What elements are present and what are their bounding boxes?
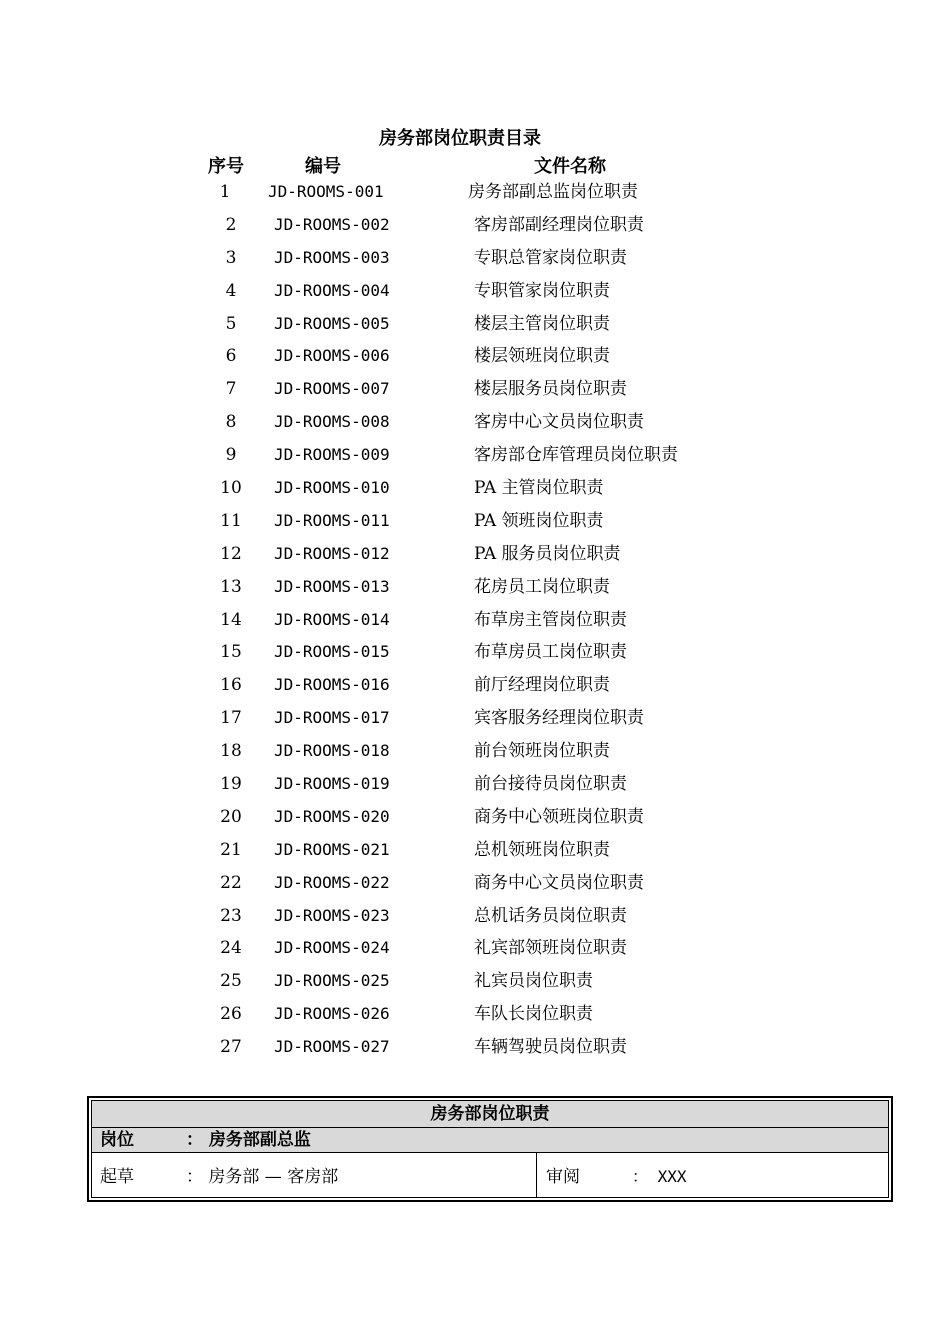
- row-name: 礼宾部领班岗位职责: [474, 938, 627, 959]
- directory-title: 房务部岗位职责目录: [379, 128, 541, 149]
- list-item: [0, 735, 950, 768]
- row-name: 商务中心文员岗位职责: [474, 872, 644, 893]
- row-code: JD-ROOMS-024: [274, 938, 390, 958]
- row-name: PA 服务员岗位职责: [474, 543, 621, 564]
- row-num: 7: [225, 379, 237, 400]
- row-name: 楼层领班岗位职责: [474, 346, 610, 367]
- row-code: JD-ROOMS-025: [274, 971, 390, 991]
- row-name: 总机领班岗位职责: [474, 839, 610, 860]
- list-item: [0, 604, 950, 637]
- row-code: JD-ROOMS-004: [274, 280, 390, 300]
- row-name: 专职管家岗位职责: [474, 280, 610, 301]
- row-num: 18: [220, 741, 242, 762]
- list-item: [0, 571, 950, 604]
- header-num: 序号: [208, 156, 244, 177]
- row-name: 客房中心文员岗位职责: [474, 412, 644, 433]
- list-item: [0, 801, 950, 834]
- row-code: JD-ROOMS-001: [268, 182, 384, 201]
- list-item: [0, 538, 950, 571]
- row-num: 21: [220, 839, 242, 860]
- row-num: 9: [225, 445, 237, 466]
- row-code: JD-ROOMS-007: [274, 379, 390, 399]
- draft-cell: [92, 1153, 537, 1197]
- row-code: JD-ROOMS-005: [274, 313, 390, 333]
- row-num: 23: [220, 905, 242, 926]
- draft-review-row: [92, 1153, 888, 1197]
- list-item: [0, 702, 950, 735]
- row-name: 布草房主管岗位职责: [474, 609, 627, 630]
- row-code: JD-ROOMS-022: [274, 872, 390, 892]
- row-code: JD-ROOMS-017: [274, 708, 390, 728]
- row-num: 25: [220, 971, 242, 992]
- list-item: [0, 932, 950, 965]
- directory-list: [0, 176, 950, 1064]
- row-code: JD-ROOMS-009: [274, 445, 390, 465]
- row-num: 13: [220, 576, 242, 597]
- list-item: [0, 669, 950, 702]
- row-num: 19: [220, 774, 242, 795]
- row-num: 26: [220, 1004, 242, 1025]
- form-header: 房务部岗位职责: [92, 1101, 888, 1128]
- row-num: 2: [225, 214, 237, 235]
- row-code: JD-ROOMS-003: [274, 247, 390, 267]
- row-name: 布草房员工岗位职责: [474, 642, 627, 663]
- draft-label: 起草: [100, 1167, 134, 1187]
- row-num: 14: [220, 609, 242, 630]
- row-name: 礼宾员岗位职责: [474, 971, 593, 992]
- list-item: [0, 373, 950, 406]
- row-num: 6: [225, 346, 237, 367]
- row-name: 总机话务员岗位职责: [474, 905, 627, 926]
- row-code: JD-ROOMS-006: [274, 346, 390, 366]
- row-num: 16: [220, 675, 242, 696]
- list-item: [0, 900, 950, 933]
- row-num: 22: [220, 872, 242, 893]
- row-code: JD-ROOMS-023: [274, 905, 390, 925]
- row-code: JD-ROOMS-020: [274, 806, 390, 826]
- row-num: 17: [220, 708, 242, 729]
- row-name: 专职总管家岗位职责: [474, 247, 627, 268]
- row-code: JD-ROOMS-002: [274, 214, 390, 234]
- row-num: 24: [220, 938, 242, 959]
- list-item: [0, 176, 950, 209]
- row-num: 10: [220, 478, 242, 499]
- list-item: [0, 1031, 950, 1064]
- row-name: 前台接待员岗位职责: [474, 774, 627, 795]
- row-name: PA 主管岗位职责: [474, 478, 604, 499]
- list-item: [0, 998, 950, 1031]
- header-code: 编号: [305, 156, 341, 177]
- list-item: [0, 308, 950, 341]
- row-name: 客房部仓库管理员岗位职责: [474, 445, 678, 466]
- row-name: 客房部副经理岗位职责: [474, 214, 644, 235]
- review-label: 审阅: [546, 1167, 580, 1187]
- row-num: 3: [225, 247, 237, 268]
- row-name: 花房员工岗位职责: [474, 576, 610, 597]
- row-num: 5: [225, 313, 237, 334]
- row-name: 前厅经理岗位职责: [474, 675, 610, 696]
- review-cell: [537, 1153, 888, 1197]
- row-code: JD-ROOMS-027: [274, 1037, 390, 1057]
- list-item: [0, 965, 950, 998]
- row-code: JD-ROOMS-013: [274, 576, 390, 596]
- header-name: 文件名称: [534, 156, 606, 177]
- row-num: 27: [220, 1037, 242, 1058]
- row-code: JD-ROOMS-016: [274, 675, 390, 695]
- row-name: 楼层服务员岗位职责: [474, 379, 627, 400]
- row-code: JD-ROOMS-015: [274, 642, 390, 662]
- post-label: 岗位: [100, 1130, 134, 1150]
- row-name: 车辆驾驶员岗位职责: [474, 1037, 627, 1058]
- row-num: 11: [220, 510, 242, 531]
- row-code: JD-ROOMS-008: [274, 412, 390, 432]
- list-item: [0, 472, 950, 505]
- row-code: JD-ROOMS-010: [274, 478, 390, 498]
- row-code: JD-ROOMS-012: [274, 543, 390, 563]
- list-item: [0, 768, 950, 801]
- list-item: [0, 242, 950, 275]
- row-code: JD-ROOMS-021: [274, 839, 390, 859]
- row-code: JD-ROOMS-019: [274, 774, 390, 794]
- post-value: ： 房务部副总监: [186, 1130, 311, 1150]
- list-item: [0, 406, 950, 439]
- review-value: ： XXX: [632, 1167, 687, 1186]
- row-num: 8: [225, 412, 237, 433]
- list-item: [0, 439, 950, 472]
- row-num: 15: [220, 642, 242, 663]
- row-num: 20: [220, 806, 242, 827]
- list-item: [0, 340, 950, 373]
- list-item: [0, 867, 950, 900]
- row-num: 4: [225, 280, 237, 301]
- row-name: 前台领班岗位职责: [474, 741, 610, 762]
- draft-value: ： 房务部 — 客房部: [186, 1167, 339, 1187]
- row-name: 车队长岗位职责: [474, 1004, 593, 1025]
- list-item: [0, 636, 950, 669]
- row-code: JD-ROOMS-011: [274, 510, 390, 530]
- row-name: 房务部副总监岗位职责: [468, 182, 638, 202]
- row-code: JD-ROOMS-026: [274, 1004, 390, 1024]
- row-name: 楼层主管岗位职责: [474, 313, 610, 334]
- list-item: [0, 209, 950, 242]
- row-num: 12: [220, 543, 242, 564]
- row-code: JD-ROOMS-014: [274, 609, 390, 629]
- list-item: [0, 834, 950, 867]
- duty-form-table: [87, 1096, 893, 1202]
- row-num: 1: [219, 182, 231, 202]
- post-row: [92, 1128, 888, 1153]
- row-name: PA 领班岗位职责: [474, 510, 604, 531]
- list-item: [0, 505, 950, 538]
- row-code: JD-ROOMS-018: [274, 741, 390, 761]
- list-item: [0, 275, 950, 308]
- row-name: 商务中心领班岗位职责: [474, 806, 644, 827]
- row-name: 宾客服务经理岗位职责: [474, 708, 644, 729]
